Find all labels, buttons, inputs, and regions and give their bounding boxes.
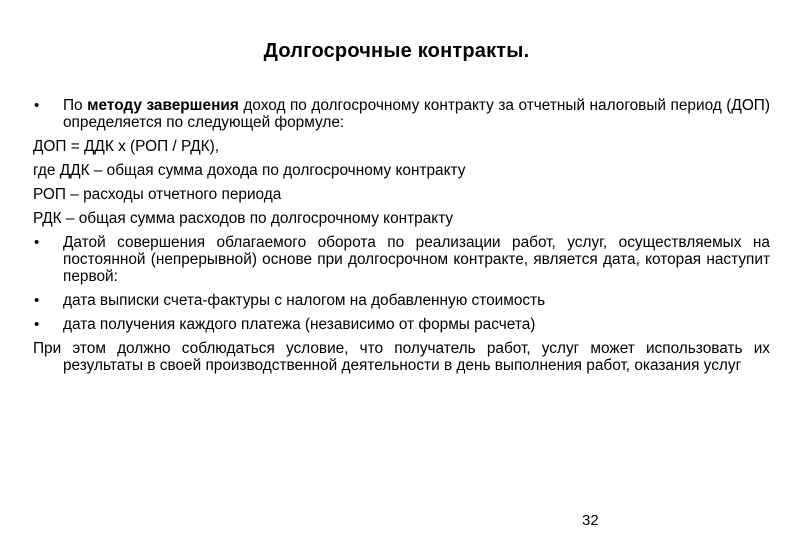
formula-line: ДОП = ДДК х (РОП / РДК), [33, 138, 219, 155]
condition-paragraph: При этом должно соблюдаться условие, что получатель работ, услуг может использовать их результаты в своей производственной деятельности в день выполнения работ, оказания услуг [33, 340, 770, 374]
method-text-post: доход по долгосрочному контракту за отчетный налоговый период (ДОП) определяется по следующей формуле: [63, 97, 770, 131]
bullet-payment-date [33, 316, 770, 333]
method-text-pre: По [63, 97, 88, 114]
bullet-dot: • [34, 292, 40, 309]
definition-rop: РОП – расходы отчетного периода [33, 186, 282, 203]
taxable-date-text: Датой совершения облагаемого оборота по реализации работ, услуг, осуществляемых на постоянной (непрерывной) основе при долгосрочном контракте, является дата, которая наступит первой: [63, 234, 770, 285]
invoice-date-text: дата выписки счета-фактуры с налогом на добавленную стоимость [63, 292, 546, 309]
bullet-taxable-date [33, 234, 770, 285]
bullet-method-completion [33, 97, 770, 131]
bullet-dot: • [34, 234, 40, 251]
method-text-bold: методу завершения [87, 97, 239, 114]
payment-date-text: дата получения каждого платежа (независимо от формы расчета) [63, 316, 536, 333]
definition-rdk: РДК – общая сумма расходов по долгосрочному контракту [33, 210, 454, 227]
slide-title: Долгосрочные контракты. [263, 40, 530, 62]
page-number: 32 [582, 512, 599, 529]
slide-content [33, 97, 770, 374]
definition-ddk: где ДДК – общая сумма дохода по долгосрочному контракту [33, 162, 466, 179]
bullet-invoice-date [33, 292, 770, 309]
bullet-dot: • [34, 316, 40, 333]
bullet-dot: • [34, 97, 40, 114]
